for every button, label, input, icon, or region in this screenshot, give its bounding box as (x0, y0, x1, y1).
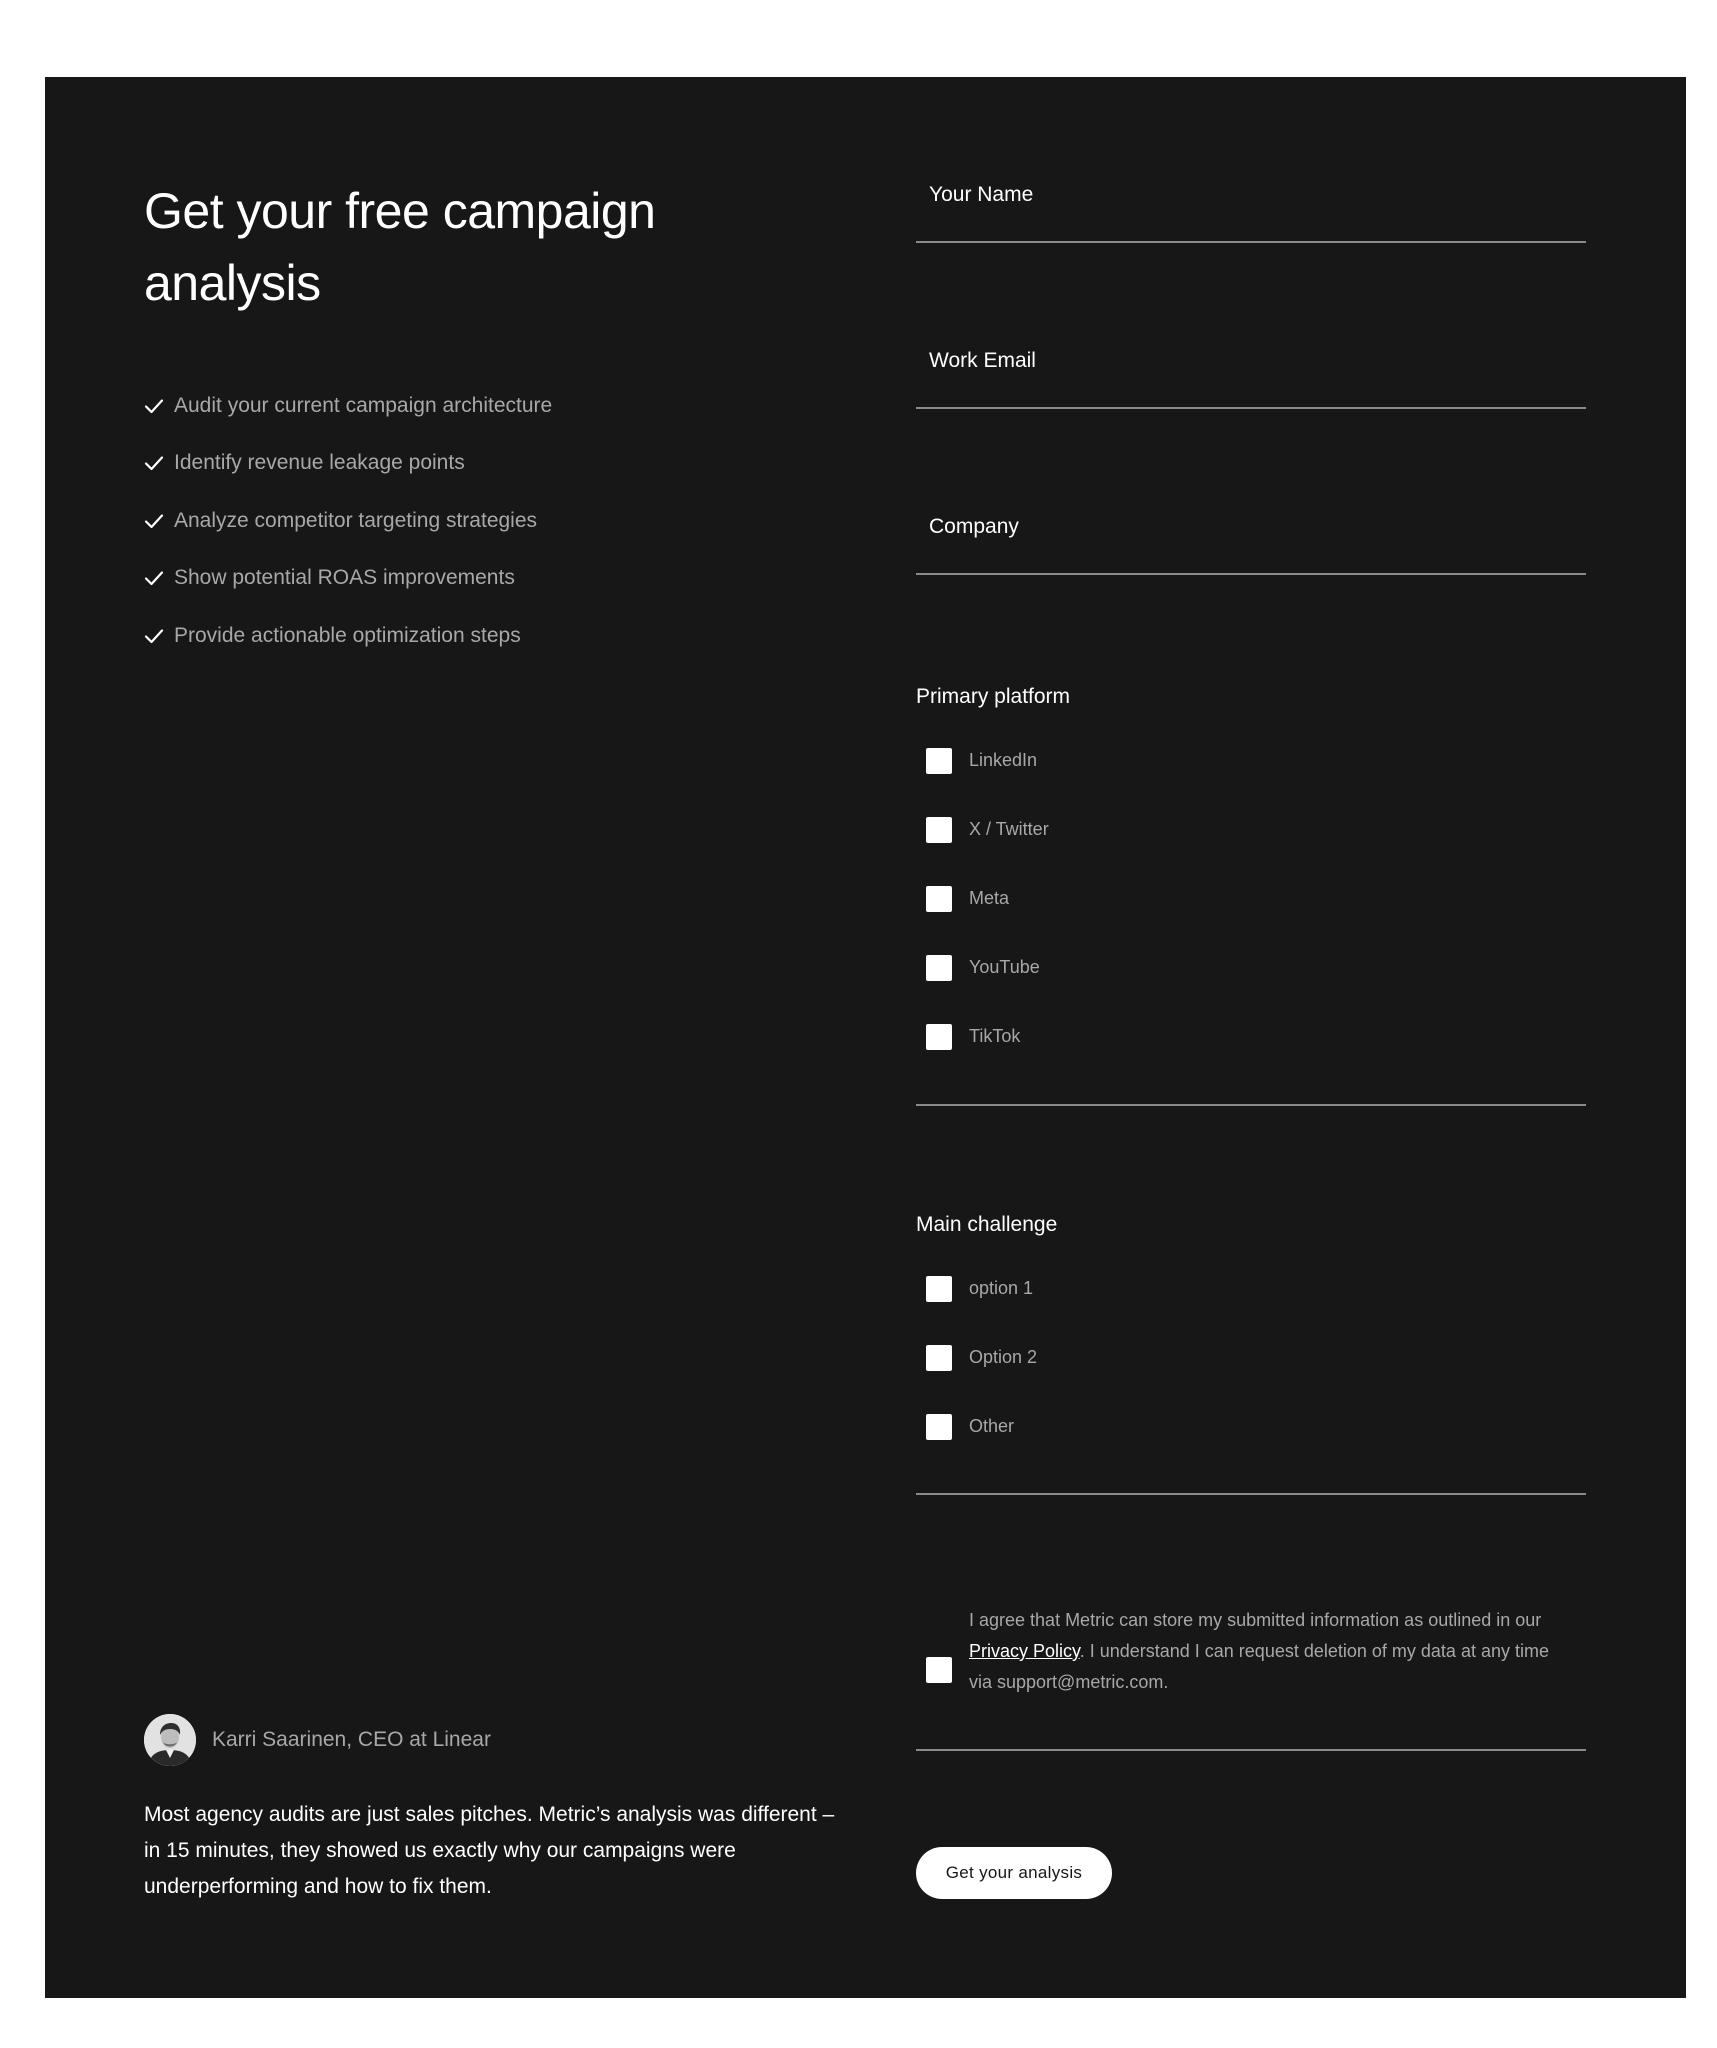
checkbox[interactable] (926, 886, 952, 912)
check-icon (144, 511, 164, 531)
platform-option-youtube[interactable] (916, 933, 1586, 1002)
check-icon (144, 568, 164, 588)
platform-option-x-twitter[interactable] (916, 795, 1586, 864)
check-icon (144, 453, 164, 473)
option-label: TikTok (969, 1026, 1021, 1046)
platform-option-meta[interactable] (916, 864, 1586, 933)
company-field (916, 501, 1586, 575)
analysis-panel (45, 77, 1686, 1998)
option-label: LinkedIn (969, 750, 1038, 770)
platform-option-tiktok[interactable] (916, 1002, 1586, 1071)
challenge-option-2[interactable] (916, 1323, 1586, 1392)
email-field (916, 335, 1586, 409)
checkbox[interactable] (926, 1024, 952, 1050)
name-field (916, 169, 1586, 243)
option-label: X / Twitter (969, 819, 1049, 839)
option-label: Meta (969, 888, 1010, 908)
consent-text-before: I agree that Metric can store my submitted information as outlined in our (969, 1610, 1542, 1630)
check-icon (144, 626, 164, 646)
option-label: YouTube (969, 957, 1040, 977)
get-analysis-button[interactable]: Get your analysis (916, 1847, 1112, 1899)
benefit-text: Provide actionable optimization steps (174, 623, 521, 647)
benefit-text: Show potential ROAS improvements (174, 566, 515, 590)
primary-platform-group (916, 684, 1586, 1106)
checkbox[interactable] (926, 1345, 952, 1371)
consent-text (969, 1605, 1569, 1698)
benefit-item (144, 435, 552, 493)
name-input[interactable] (929, 183, 1569, 207)
testimonial-author (144, 1714, 491, 1766)
benefit-item (144, 377, 552, 435)
benefits-list (144, 377, 552, 665)
benefit-text: Audit your current campaign architecture (174, 393, 553, 417)
platform-option-linkedin[interactable] (916, 726, 1586, 795)
testimonial-author-name: Karri Saarinen, CEO at Linear (212, 1728, 491, 1751)
checkbox[interactable] (926, 1276, 952, 1302)
challenge-option-1[interactable] (916, 1254, 1586, 1323)
benefit-item (144, 607, 552, 665)
main-challenge-group (916, 1212, 1586, 1495)
checkbox[interactable] (926, 1414, 952, 1440)
benefit-text: Identify revenue leakage points (174, 451, 465, 475)
testimonial-quote: Most agency audits are just sales pitches. Metric’s analysis was different – in 15 minutes, they showed us exactly why our campaigns were underperforming and how to fix them. (144, 1803, 835, 1898)
consent-checkbox[interactable] (926, 1657, 952, 1683)
checkbox[interactable] (926, 817, 952, 843)
checkbox[interactable] (926, 748, 952, 774)
benefit-item (144, 550, 552, 608)
avatar (144, 1714, 196, 1766)
benefit-text: Analyze competitor targeting strategies (174, 508, 538, 532)
consent-text-after: . I understand I can request deletion of my data at any time via support@metric.com. (969, 1641, 1549, 1692)
privacy-policy-link[interactable]: Privacy Policy (969, 1641, 1080, 1661)
avatar-portrait-icon (144, 1714, 196, 1766)
company-input[interactable] (929, 515, 1569, 539)
check-icon (144, 396, 164, 416)
challenge-option-other[interactable] (916, 1392, 1586, 1461)
option-label: Other (969, 1416, 1015, 1436)
benefit-item (144, 492, 552, 550)
main-challenge-label: Main challenge (916, 1213, 1058, 1236)
page-title: Get your free campaign analysis (144, 183, 656, 311)
option-label: option 1 (969, 1278, 1034, 1298)
email-input[interactable] (929, 349, 1569, 373)
consent-field (916, 1597, 1586, 1751)
option-label: Option 2 (969, 1347, 1038, 1367)
checkbox[interactable] (926, 955, 952, 981)
primary-platform-label: Primary platform (916, 685, 1071, 708)
